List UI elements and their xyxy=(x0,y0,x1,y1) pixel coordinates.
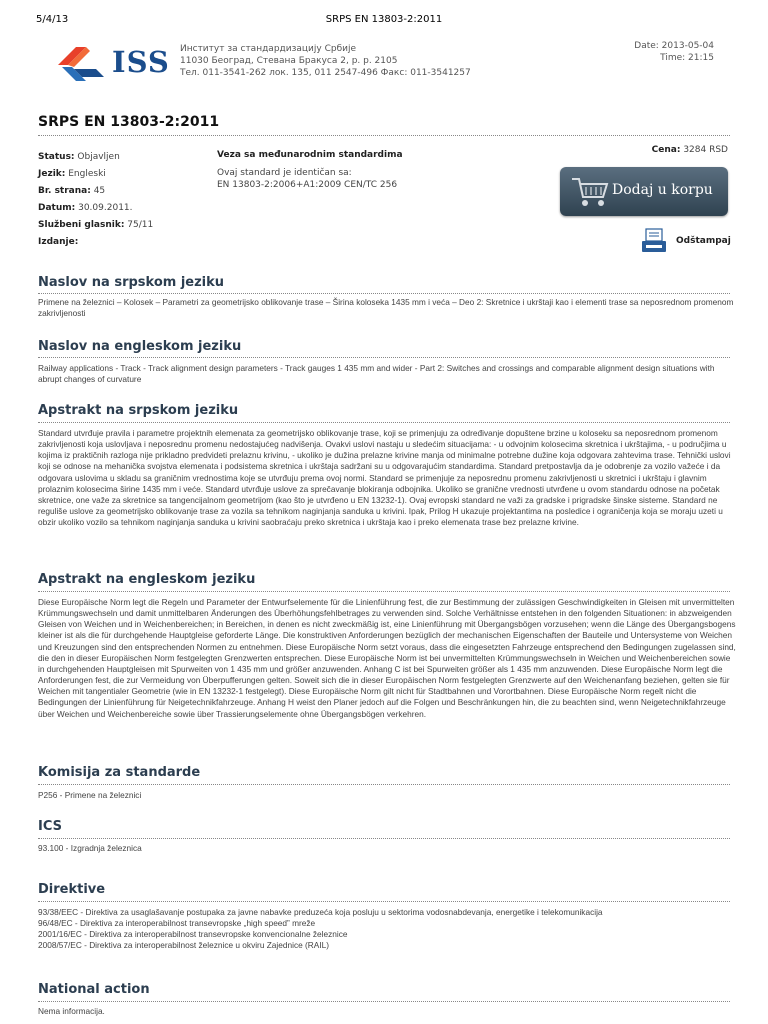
report-time: Time: 21:15 xyxy=(660,53,714,63)
price-value: 3284 RSD xyxy=(683,145,728,155)
meta-edition: Izdanje: xyxy=(38,237,79,247)
iss-logo-icon xyxy=(56,43,108,87)
institute-name: Институт за стандардизацију Србије xyxy=(180,44,357,54)
institute-address: 11030 Београд, Стевана Бракуса 2, р. р. 2105 xyxy=(180,56,398,66)
iss-logo[interactable] xyxy=(56,43,168,87)
printer-icon xyxy=(640,228,668,254)
print-title: SRPS EN 13803-2:2011 xyxy=(325,14,443,25)
list-item: 93/38/EEC - Direktiva za usaglašavanje postupaka za javne nabavke preduzeća koja posluju u sektorima vodosnabdevanja, energetike i telekomunikacija xyxy=(38,907,603,917)
section-heading-abstract-sr: Apstrakt na srpskom jeziku xyxy=(38,403,239,418)
section-divider xyxy=(38,591,730,592)
meta-status: Status: Objavljen xyxy=(38,152,120,162)
section-heading-ics: ICS xyxy=(38,819,62,834)
section-heading-national-action: National action xyxy=(38,982,150,997)
meta-gazette: Službeni glasnik: 75/11 xyxy=(38,220,154,230)
institute-info xyxy=(180,43,471,79)
section-body-title-en: Railway applications - Track - Track alignment design parameters - Track gauges 1 435 mm and wider - Part 2: Switches and crossings and comparable alignment design situations with abrupt changes of curvature xyxy=(38,363,715,385)
meta-language: Jezik: Engleski xyxy=(38,169,106,179)
institute-phone: Тел. 011-3541-262 лок. 135, 011 2547-496 Факс: 011-3541257 xyxy=(180,68,471,78)
section-heading-title-en: Naslov na engleskom jeziku xyxy=(38,339,242,354)
print-label: Odštampaj xyxy=(676,236,731,246)
relation-heading: Veza sa međunarodnim standardima xyxy=(217,150,403,160)
international-relation xyxy=(217,149,403,191)
section-divider xyxy=(38,293,730,294)
report-datetime xyxy=(634,40,714,64)
meta-date: Datum: 30.09.2011. xyxy=(38,203,133,213)
section-heading-directives: Direktive xyxy=(38,882,106,897)
logo-text: ISS xyxy=(112,45,170,79)
section-divider xyxy=(38,901,730,902)
meta-pages: Br. strana: 45 xyxy=(38,186,106,196)
directives-list xyxy=(38,907,738,952)
section-divider xyxy=(38,838,730,839)
section-divider xyxy=(38,357,730,358)
standard-meta xyxy=(38,149,153,251)
price xyxy=(652,145,728,155)
price-label: Cena: xyxy=(651,145,681,155)
section-divider xyxy=(38,784,730,785)
list-item: 96/48/EC - Direktiva za interoperabilnost transevropske „high speed” mreže xyxy=(38,918,316,929)
report-date: Date: 2013-05-04 xyxy=(634,41,714,51)
page-title: SRPS EN 13803-2:2011 xyxy=(38,114,220,130)
title-divider xyxy=(38,135,730,136)
section-body-committee: P256 - Primene na železnici xyxy=(38,790,142,800)
section-heading-title-sr: Naslov na srpskom jeziku xyxy=(38,275,225,290)
add-to-cart-button[interactable] xyxy=(560,167,728,216)
list-item: 2008/57/EC - Direktiva za interoperabilnost železnice u okviru Zajednice (RAIL) xyxy=(38,940,329,951)
section-heading-abstract-en: Apstrakt na engleskom jeziku xyxy=(38,572,256,587)
section-body-abstract-en: Diese Europäische Norm legt die Regeln und Parameter der Entwurfselemente für die Linienführung fest, die zur Bestimmung der zulässigen Geschwindigkeiten in Gleisen mit unvermittelten Krümmungswechseln und damit unmittelbaren Änderungen des Überhöhungsfehlbetrages zu verwenden sind. Solche Verhältnisse entstehen in den folgenden Situationen: in abzweigenden Gleisen von Weichen und in Weichenbereichen; in Bereichen, in denen es nicht zweckmäßig ist, eine Linienführung mit Übergangsbögen vorzusehen; wenn die Länge des Übergangsbogens kleiner ist als die für durchgehende Hauptgleise geforderte Länge. Die konstruktiven Anforderungen bezüglich der mechanischen Eigenschaften der Bauteile und Untersysteme von Weichen und Kreuzungen sind den entsprechenden Normen zu entnehmen. Diese Europäische Norm setzt voraus, dass die eingesetzten Fahrzeuge entsprechend den Bedingungen zugelassen sind, die den in dieser Europäischen Norm festgelegten Grenzwerten entsprechen. Diese Europäische Norm ist bei unvermittelten Krümmungswechseln in Weichen und Weichenbereichen sowie in durchgehenden Hauptgleisen mit Spurweiten von 1 435 mm und größer anzuwenden. Anhang C ist bei Spurweiten größer als 1 435 mm anzuwenden. Diese Europäische Norm legt die Anforderungen fest, die zur Vermeidung von Überpufferungen gelten. Soweit sich die in dieser Europäischen Norm festgelegten Grenzwerte auf den Weichenanfang beziehen, gelten sie für Weichen mit tangentialer Geometrie (wie in EN 13232-1 festgelegt). Diese Europäische Norm gilt nicht für Stadtbahnen und Vorortbahnen. Diese Europäische Norm regelt nicht die Bedingungen der Linienführung für Neigetechnikfahrzeuge. Anhang H weist den Planer jedoch auf die Folgen und Beschränkungen hin, die zu beachten sind, wenn Neigetechnikfahrzeuge über Weichen und Weichenbereiche sowie über Trassierungselemente ohne Übergangsbögen verkehren. xyxy=(38,597,736,719)
section-heading-committee: Komisija za standarde xyxy=(38,765,201,780)
print-date: 5/4/13 xyxy=(36,14,69,25)
list-item: 2001/16/EC - Direktiva za interoperabilnost transevropske konvencionalne železnice xyxy=(38,929,348,940)
section-divider xyxy=(38,422,730,423)
section-divider xyxy=(38,1001,730,1002)
section-body-national-action: Nema informacija. xyxy=(38,1006,105,1016)
section-body-title-sr: Primene na železnici – Kolosek – Parametri za geometrijsko oblikovanje trase – Širina koloseka 1435 mm i veća – Deo 2: Skretnice i ukrštaji kao i elementi trase sa neposrednom promenom zakrivljenosti xyxy=(38,297,734,319)
section-body-abstract-sr: Standard utvrđuje pravila i parametre projektnih elemenata za geometrijsko oblikovanje trase, koji se primenjuju za određivanje dopuštene brzine u koloseku sa neposrednom promenom zakrivljenosti koja uslovljava i neposrednu promenu nedostajućeg nadvišenja. Ovakvi uslovi nastaju u sledećim situacijama: - u odvojnim kolosecima skretnica i ukrštajima, - u područjima u kojima iz praktičnih razloga nije prikladno predvideti prelaznu krivinu, - ukoliko je dužina prelazne krivine manja od minimalne potrebne dužine koja odgovara zahtevima trase. Tehnički uslovi koji se odnose na mehanička svojstva elemenata i podsistema skretnica i ukrštaja sadržani su u odgovarajućim standardima. Standard pretpostavlja da je odobrenje za vozilo važeće i da odgovara uslovima u skladu sa graničnim vrednostima koje se utvrđuju prema ovoj normi. Standard se primenjuje za neposrednu promenu zakrivljenosti u skretnici i ukrštaju i glavnim prolaznim kolosecima širine 1435 mm i veće. Standard utvrđuje uslove za sprečavanje blokiranja odbojnika. Ukoliko se granične vrednosti utvrđene u ovom standardu odnose na početak skretnice, one važe za skretnice sa tangencijalnom geometrijom (kao što je utvrđeno u EN 13232-1). Ovaj evropski standard ne važi za gradske i prigradske šinske sisteme. Standard ne reguliše uslove za geometrijsko oblikovanje trase za vozila sa tehnikom naginjanja sanduka u krivini. Ipak, Prilog H ukazuje projektantima na posledice i ograničenja koja se moraju uzeti u obzir ukoliko vozilo sa tehnikom naginjanja sanduka u krivini saobraćaju preko skretnica i ukrštaja kao i preko elemenata trase bez prelazne krivine. xyxy=(38,428,731,528)
add-to-cart-label: Dodaj u korpu xyxy=(612,182,713,198)
shopping-cart-icon xyxy=(570,175,610,209)
relation-line2: EN 13803-2:2006+A1:2009 CEN/TC 256 xyxy=(217,180,398,190)
relation-line1: Ovaj standard je identičan sa: xyxy=(217,168,352,178)
section-body-ics: 93.100 - Izgradnja železnica xyxy=(38,843,142,853)
print-header xyxy=(0,14,768,28)
